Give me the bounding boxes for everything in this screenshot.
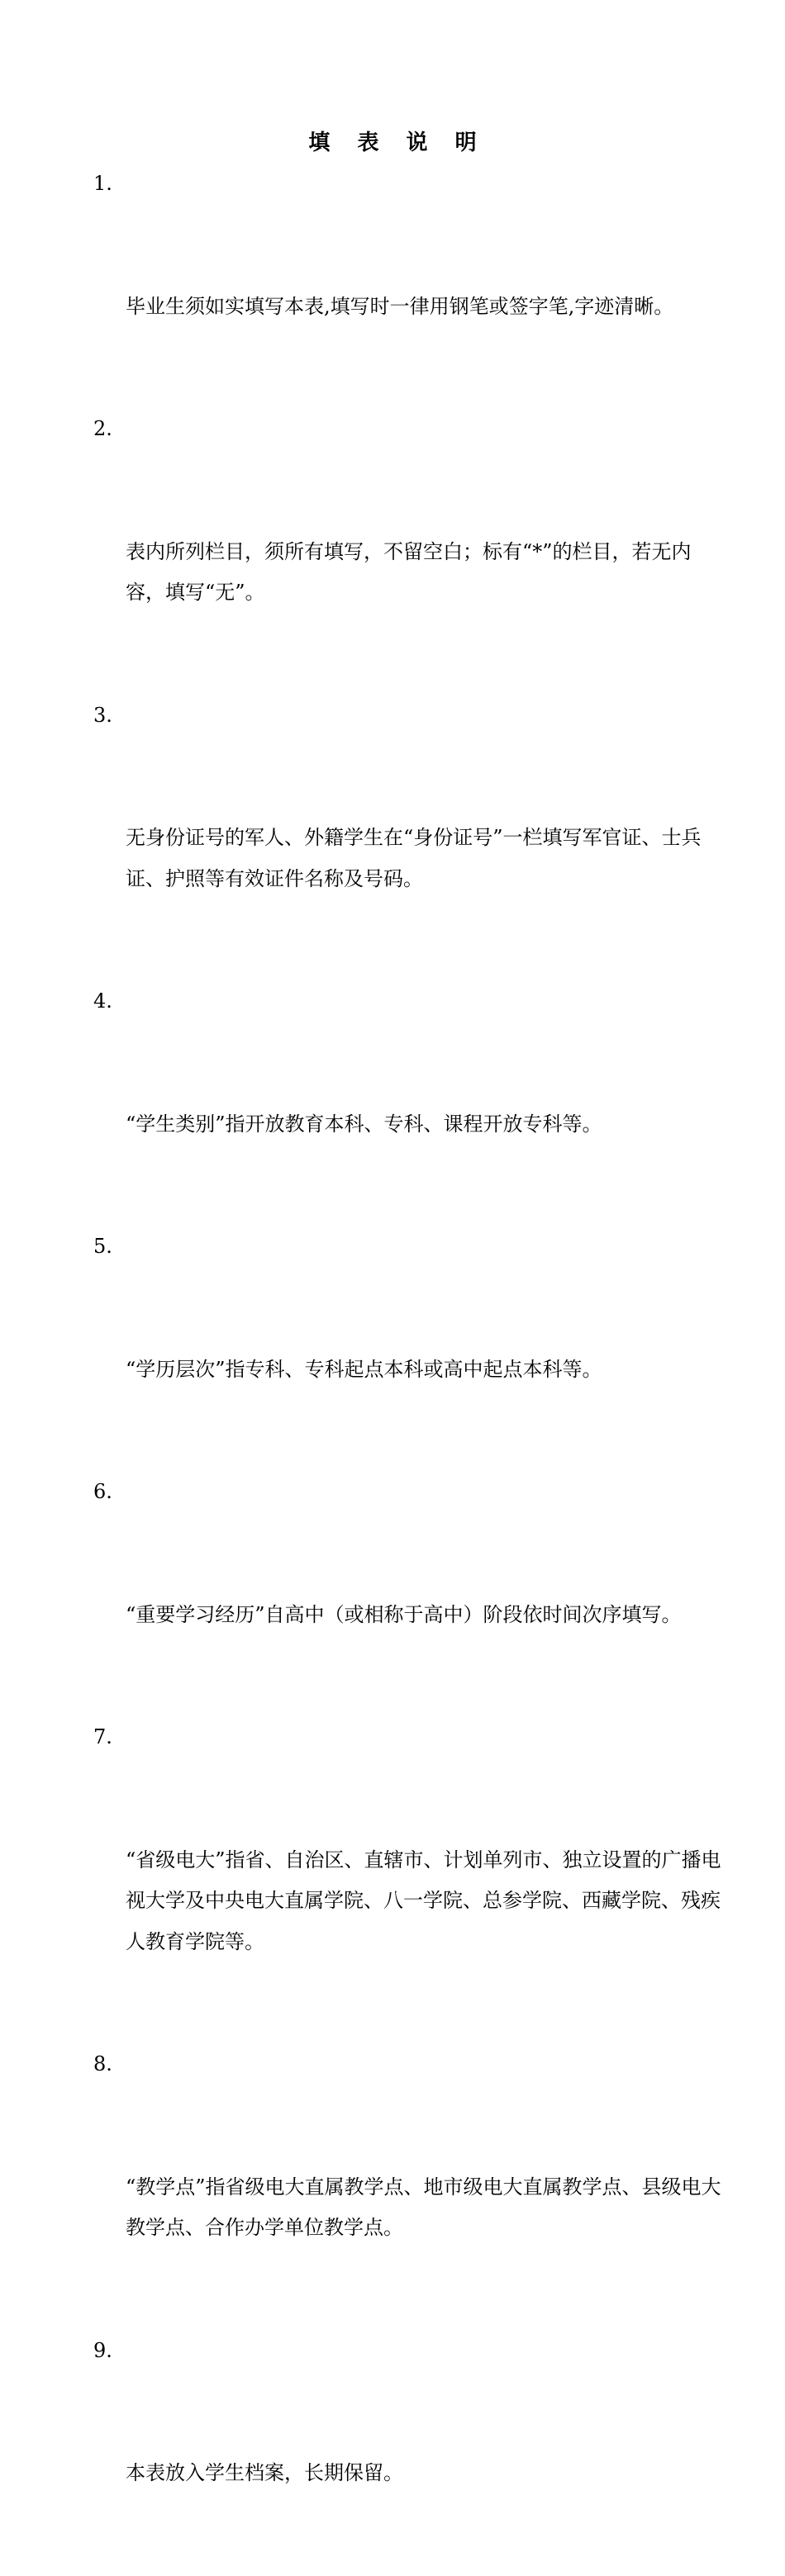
instruction-text: “教学点”指省级电大直属教学点、地市级电大直属教学点、县级电大教学点、合作办学单位教学点。 (126, 2175, 721, 2239)
instruction-item (93, 981, 721, 1226)
instruction-number: 8. (93, 2052, 112, 2076)
instruction-item (93, 2331, 721, 2576)
instruction-text: 表内所列栏目，须所有填写，不留空白；标有“*”的栏目，若无内容，填写“无”。 (126, 539, 692, 604)
instruction-number: 9. (93, 2338, 112, 2362)
instruction-text: “重要学习经历”自高中（或相称于高中）阶段依时间次序填写。 (126, 1602, 682, 1626)
instruction-number: 4. (93, 989, 112, 1013)
instruction-item (93, 1717, 721, 2044)
instruction-number: 7. (93, 1725, 112, 1748)
instruction-text: “学历层次”指专科、专科起点本科或高中起点本科等。 (126, 1357, 602, 1381)
instruction-list (93, 164, 721, 2576)
instruction-text: “省级电大”指省、自治区、直辖市、计划单列市、独立设置的广播电视大学及中央电大直属学院、八一学院、总参学院、西藏学院、残疾人教育学院等。 (126, 1848, 721, 1953)
instruction-number: 6. (93, 1480, 112, 1503)
instruction-item (93, 695, 721, 982)
document-title: 填 表 说 明 (308, 130, 487, 155)
instruction-text: 毕业生须如实填写本表,填写时一律用钢笔或签字笔,字迹清晰。 (126, 294, 674, 318)
instruction-text: “学生类别”指开放教育本科、专科、课程开放专科等。 (126, 1112, 602, 1136)
instruction-number: 1. (93, 172, 112, 195)
instruction-number: 3. (93, 703, 112, 727)
instruction-item (93, 2044, 721, 2331)
instruction-number: 2. (93, 417, 112, 440)
instruction-item (93, 1226, 721, 1472)
instruction-text: 无身份证号的军人、外籍学生在“身份证号”一栏填写军官证、士兵证、护照等有效证件名称及号码。 (126, 826, 702, 890)
instruction-item (93, 164, 721, 409)
instruction-item (93, 1472, 721, 1717)
instruction-number: 5. (93, 1235, 112, 1258)
instruction-item (93, 409, 721, 695)
instruction-text: 本表放入学生档案，长期保留。 (126, 2461, 403, 2484)
